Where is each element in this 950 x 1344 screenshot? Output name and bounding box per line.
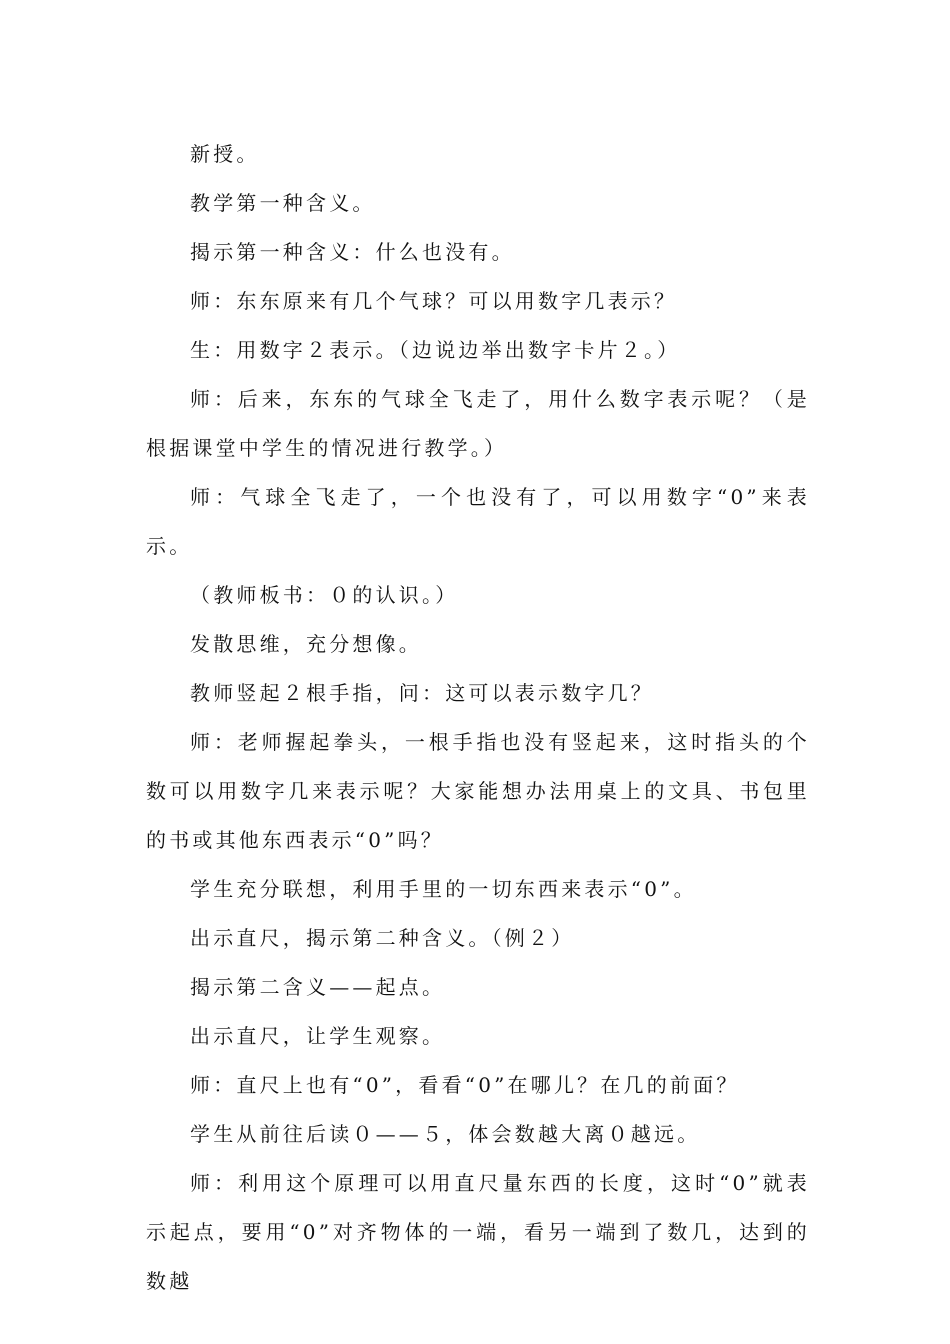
paragraph-teach-first-meaning: 教学第一种含义。 (190, 191, 376, 215)
paragraph-teacher-balloons-flew: 师：后来，东东的气球全飞走了，用什么数字表示呢？（是根据课堂中学生的情况进行教学。） (146, 387, 810, 460)
body-text (146, 130, 810, 1306)
paragraph-read-numbers: 学生从前往后读０——５，体会数越大离０越远。 (190, 1122, 701, 1146)
paragraph-divergent-thinking: 发散思维，充分想像。 (190, 632, 422, 656)
paragraph-observe-ruler: 出示直尺，让学生观察。 (190, 1024, 446, 1048)
paragraph-two-fingers: 教师竖起２根手指，问：这可以表示数字几？ (190, 681, 654, 705)
paragraph-ruler-zero: 师：直尺上也有“0”，看看“0”在哪儿？在几的前面？ (190, 1073, 740, 1097)
paragraph-teacher-fist: 师：老师握起拳头，一根手指也没有竖起来，这时指头的个数可以用数字几来表示呢？大家能想办法用桌上的文具、书包里的书或其他东西表示“0”吗？ (146, 730, 810, 852)
paragraph-student-answer-two: 生：用数字２表示。（边说边举出数字卡片２。） (190, 338, 681, 362)
paragraph-new-lesson: 新授。 (190, 142, 260, 166)
paragraph-measure-length: 师：利用这个原理可以用直尺量东西的长度，这时“0”就表示起点，要用“0”对齐物体的一端，看另一端到了数几，达到的数越 (146, 1171, 810, 1293)
paragraph-teacher-question-balloons: 师：东东原来有几个气球？可以用数字几表示？ (190, 289, 678, 313)
paragraph-reveal-first-meaning: 揭示第一种含义：什么也没有。 (190, 240, 515, 264)
paragraph-teacher-zero: 师：气球全飞走了，一个也没有了，可以用数字“0”来表示。 (146, 485, 810, 558)
paragraph-second-meaning: 揭示第二含义——起点。 (190, 975, 446, 999)
paragraph-show-ruler: 出示直尺，揭示第二种含义。（例２） (190, 926, 575, 950)
paragraph-blackboard-note: （教师板书：０的认识。） (190, 583, 459, 607)
paragraph-student-association: 学生充分联想，利用手里的一切东西来表示“0”。 (190, 877, 697, 901)
